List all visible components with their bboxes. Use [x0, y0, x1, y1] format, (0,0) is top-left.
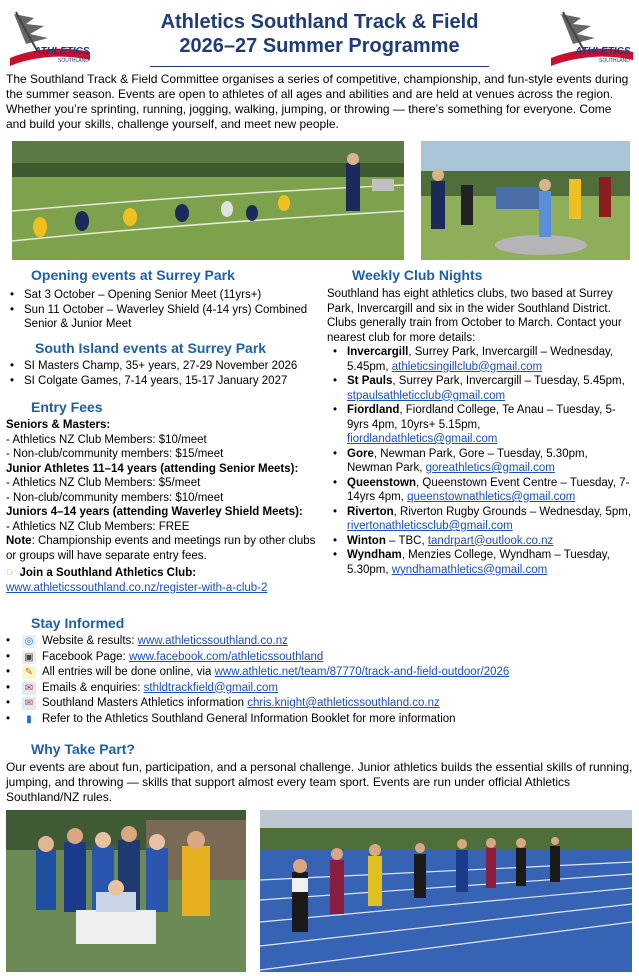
- club-email-link[interactable]: queenstownathletics@gmail.com: [407, 491, 576, 503]
- info-item: [6, 681, 633, 697]
- stay-informed-list: [6, 634, 633, 727]
- club-name: Riverton: [347, 505, 394, 518]
- club-details: , Queenstown Event Centre – Tuesday, 7-14yrs 4pm,: [347, 476, 630, 503]
- fees-seniors-title: Seniors & Masters:: [6, 419, 111, 431]
- why-paragraph: Our events are about fun, participation, and a personal challenge. Junior athletics builds the essential skills of running, jumping, and throwing — skills that support almost every team sport. Events are run under official Athletics Southland/NZ rules.: [6, 760, 633, 804]
- list-item: • SI Masters Champ, 35+ years, 27-29 November 2026: [24, 359, 316, 374]
- info-item: [6, 650, 633, 666]
- info-text: All entries will be done online, via: [42, 666, 215, 678]
- heading-why-take-part: Why Take Part?: [31, 741, 135, 757]
- join-label: Join a Southland Athletics Club:: [19, 567, 197, 579]
- club-details: , Newman Park, Gore – Tuesday, 5.30pm, Newman Park,: [347, 447, 588, 474]
- club-list-item: [347, 534, 633, 549]
- club-list-item: [347, 548, 633, 577]
- fees-line: - Non-club/community members: $15/meet: [6, 448, 224, 460]
- fees-line: - Athletics NZ Club Members: $10/meet: [6, 433, 207, 446]
- club-email-link[interactable]: rivertonathleticsclub@gmail.com: [347, 520, 513, 532]
- club-name: Winton: [347, 534, 386, 547]
- bullet: •: [6, 681, 11, 694]
- fees-juniors-title: Junior Athletes 11–14 years (attending Senior Meets):: [6, 462, 299, 475]
- info-item: [6, 712, 633, 728]
- note-text: : Championship events and meetings run by other clubs or groups will have separate entry fees.: [6, 535, 316, 562]
- club-email-link[interactable]: athleticsingillclub@gmail.com: [391, 360, 543, 373]
- club-email-link[interactable]: goreathletics@gmail.com: [425, 462, 555, 474]
- info-link[interactable]: chris.knight@athleticssouthland.co.nz: [247, 697, 440, 709]
- svg-text:ATHLETICS: ATHLETICS: [575, 46, 631, 57]
- club-details: , Riverton Rugby Grounds – Wednesday, 5pm,: [393, 505, 632, 518]
- opening-events-list: [6, 288, 316, 332]
- info-link[interactable]: www.athleticssouthland.co.nz: [137, 635, 288, 647]
- club-email-link[interactable]: tandrpart@outlook.co.nz: [427, 534, 554, 547]
- fees-note: [6, 534, 320, 563]
- pointing-hand-icon: ☞: [6, 567, 17, 579]
- photo-shot-put: [421, 141, 630, 260]
- info-link[interactable]: www.facebook.com/athleticssouthland: [128, 650, 324, 663]
- club-list-item: [347, 447, 633, 476]
- info-item: [6, 696, 633, 712]
- fees-littles-title: Juniors 4–14 years (attending Waverley Shield Meets):: [6, 506, 303, 518]
- info-text: Website & results:: [42, 635, 138, 647]
- club-details: , Surrey Park, Invercargill – Tuesday, 5.45pm,: [392, 375, 625, 387]
- club-email-link[interactable]: stpaulsathleticclub@gmail.com: [347, 389, 506, 402]
- svg-text:ATHLETICS: ATHLETICS: [34, 46, 90, 57]
- globe-icon: ◎: [22, 635, 36, 648]
- club-name: Fiordland: [347, 404, 400, 416]
- info-text: Emails & enquiries:: [42, 681, 144, 694]
- bullet: •: [6, 635, 11, 647]
- info-item: [6, 634, 633, 650]
- athletics-southland-logo-left: [4, 8, 92, 70]
- club-list-item: [347, 345, 633, 374]
- photo-track-race: [260, 810, 632, 972]
- club-list-item: [347, 505, 633, 534]
- fees-line: - Non-club/community members: $10/meet: [6, 491, 224, 504]
- email-icon: ✉: [22, 697, 36, 710]
- photo-masters-group: [6, 810, 246, 972]
- join-club: [6, 566, 320, 581]
- club-details: , Menzies College, Wyndham – Tuesday, 5.30pm,: [347, 549, 610, 576]
- svg-text:SOUTHLAND: SOUTHLAND: [58, 58, 89, 64]
- heading-club-nights: Weekly Club Nights: [352, 267, 483, 283]
- memo-icon: ✎: [22, 666, 36, 679]
- club-details: , Fiordland College, Te Anau – Tuesday, 5-9yrs 4pm, 10yrs+ 5.15pm,: [347, 404, 616, 431]
- club-details: , Surrey Park, Invercargill – Wednesday, 5.45pm,: [347, 346, 614, 373]
- info-text: Facebook Page:: [42, 650, 129, 663]
- intro-paragraph: The Southland Track & Field Committee organises a series of competitive, championship, and fun-style events during the summer season. Events are open to athletes of all ages and abilities and are held at venues across the region. Whether you’re sprinting, running, jogging, walking, jumping, or throwing — there’s something for everyone. Come and build your skills, challenge yourself, and meet new people.: [6, 72, 629, 131]
- club-details: – TBC,: [385, 534, 428, 547]
- club-list-item: [347, 476, 633, 505]
- list-item: • Sun 11 October – Waverley Shield (4-14 yrs) Combined Senior & Junior Meet: [24, 303, 316, 332]
- title-line-1: Athletics Southland Track & Field: [160, 11, 479, 33]
- club-nights-intro: Southland has eight athletics clubs, two based at Surrey Park, Invercargill and six in the wider Southland District. Clubs generally train from October to March. Contact your nearest club for more details:: [327, 288, 622, 344]
- fees-line: - Athletics NZ Club Members: FREE: [6, 520, 190, 533]
- entry-fees-section: [6, 418, 320, 595]
- list-item: • SI Colgate Games, 7-14 years, 15-17 January 2027: [24, 374, 316, 389]
- info-link[interactable]: www.athletic.net/team/87770/track-and-field-outdoor/2026: [214, 666, 510, 678]
- join-club-link[interactable]: www.athleticssouthland.co.nz/register-with-a-club-2: [6, 581, 268, 594]
- club-list-item: [347, 374, 633, 403]
- heading-opening-events: Opening events at Surrey Park: [31, 267, 235, 283]
- bullet: •: [6, 650, 11, 663]
- heading-entry-fees: Entry Fees: [31, 399, 103, 415]
- camera-icon: ▣: [22, 651, 36, 664]
- club-name: Queenstown: [347, 476, 417, 489]
- note-label: Note: [6, 535, 32, 547]
- club-name: Gore: [347, 447, 374, 460]
- list-item: • Sat 3 October – Opening Senior Meet (11yrs+): [24, 288, 316, 303]
- athletics-southland-logo-right: [547, 8, 635, 70]
- bullet: •: [6, 712, 11, 725]
- heading-south-island-events: South Island events at Surrey Park: [35, 340, 267, 356]
- bullet: •: [6, 666, 11, 678]
- photo-kids-sprint: [12, 141, 404, 260]
- info-text: Refer to the Athletics Southland General Information Booklet for more information: [42, 712, 456, 725]
- club-list-item: [347, 403, 633, 447]
- club-name: Wyndham: [347, 549, 402, 561]
- info-link[interactable]: sthldtrackfield@gmail.com: [143, 681, 279, 694]
- fees-line: - Athletics NZ Club Members: $5/meet: [6, 477, 201, 489]
- svg-text:SOUTHLAND: SOUTHLAND: [599, 58, 630, 64]
- title-line-2: 2026–27 Summer Programme: [179, 35, 460, 57]
- club-nights-section: [327, 287, 633, 577]
- email-icon: ✉: [22, 682, 36, 695]
- heading-stay-informed: Stay Informed: [31, 615, 125, 631]
- info-item: [6, 665, 633, 681]
- club-name: St Pauls: [347, 375, 393, 387]
- clubs-list: [327, 345, 633, 577]
- club-email-link[interactable]: wyndhamathletics@gmail.com: [391, 563, 548, 576]
- club-email-link[interactable]: fiordlandathletics@gmail.com: [347, 433, 498, 445]
- club-name: Invercargill: [347, 346, 409, 358]
- title-divider: [150, 66, 489, 67]
- book-icon: ▮: [22, 713, 36, 726]
- info-text: Southland Masters Athletics information: [42, 697, 248, 709]
- south-island-events-list: [6, 359, 316, 388]
- page-title: [100, 10, 539, 58]
- bullet: •: [6, 697, 11, 709]
